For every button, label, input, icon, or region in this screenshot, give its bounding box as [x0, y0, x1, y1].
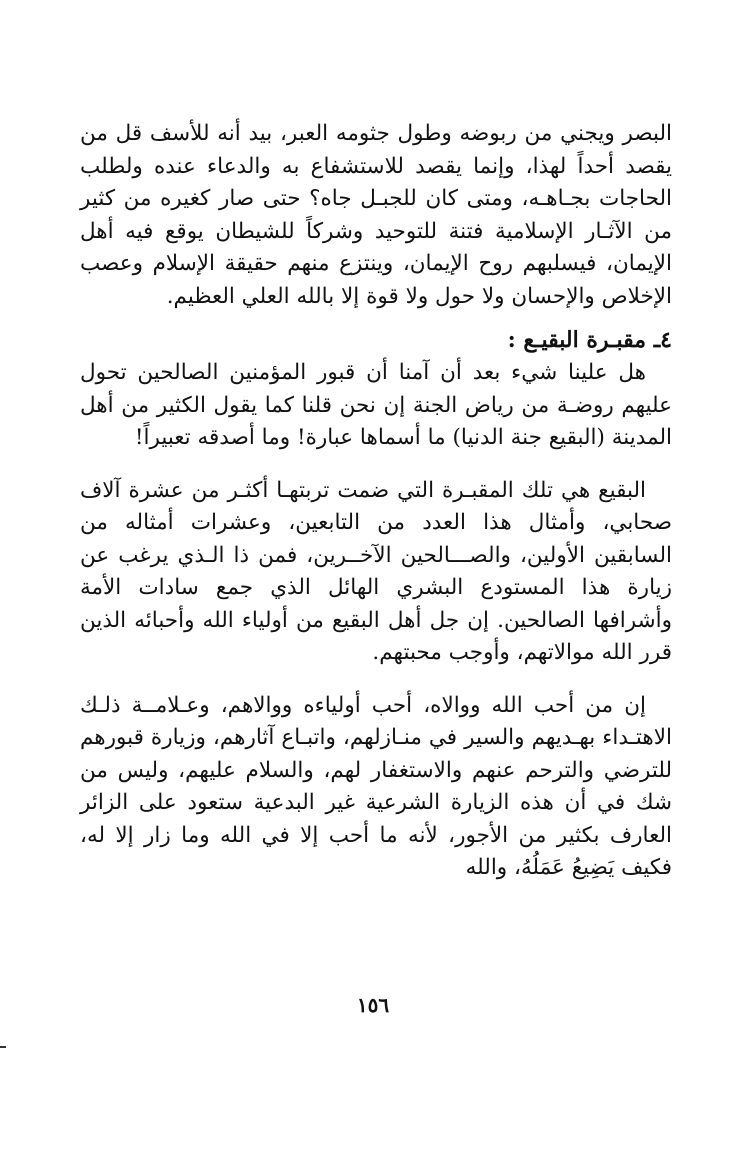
- page-text: [80, 118, 672, 885]
- baqi-intro-paragraph: هل علينا شيء بعد أن آمنا أن قبور المؤمنين الصالحين تحول عليهم روضـة من رياض الجنة إن نحن قلنا كما يقول الكثير من أهل المدينة (البقيع جنة الدنيا) ما أسماها عبارة! وما أصدقه تعبيراً!: [80, 360, 672, 450]
- margin-mark: [0, 1046, 6, 1048]
- baqi-description-paragraph: البقيع هي تلك المقبـرة التي ضمت تربتهـا أكثـر من عشرة آلاف صحابي، وأمثال هذا العدد من التابعين، وعشرات أمثاله من السابقين الأولين، والصـــالحين الآخــرين، فمن ذا الـذي يرغب عن زيارة هذا المستودع البشري الهائل الذي جمع سادات الأمة وأشرافها الصالحين. إن جل أهل البقيع من أولياء الله وأحبائه الذين قرر الله موالاتهم، وأوجب محبتهم.: [80, 477, 672, 665]
- page-number: ١٥٦: [356, 993, 390, 1017]
- opening-paragraph: البصر ويجني من ربوضه وطول جثومه العبر، بيد أنه للأسف قل من يقصد أحداً لهذا، وإنما يقصد للاستشفاع به والدعاء عنده ولطلب الحاجات بجـاهـه، ومتى كان للجبـل جاه؟ حتى صار كغيره من كثير من الآثـار الإسلامية فتنة للتوحيد وشركاً للشيطان يوقع فيه أهل الإيمان، فيسلبهم روح الإيمان، وينتزع منهم حقيقة الإسلام وعصب الإخلاص والإحسان ولا حول ولا قوة إلا بالله العلي العظيم.: [80, 121, 672, 309]
- love-of-allah-paragraph: إن من أحب الله ووالاه، أحب أولياءه ووالاهم، وعـلامــة ذلـك الاهتـداء بهـديهم والسير في منـازلهم، واتبـاع آثارهم، وزيارة قبورهم للترضي والترحم عنهم والاستغفار لهم، والسلام عليهم، وليس من شك في أن هذه الزيارة الشرعية غير البدعية ستعود على الزائر العارف بكثير من الأجور، لأنه ما أحب إلا في الله وما زار إلا له، فكيف يَضِيعُ عَمَلُهُ، والله: [80, 692, 672, 880]
- section-heading: ٤ـ مقبـرة البقيـع :: [507, 327, 672, 353]
